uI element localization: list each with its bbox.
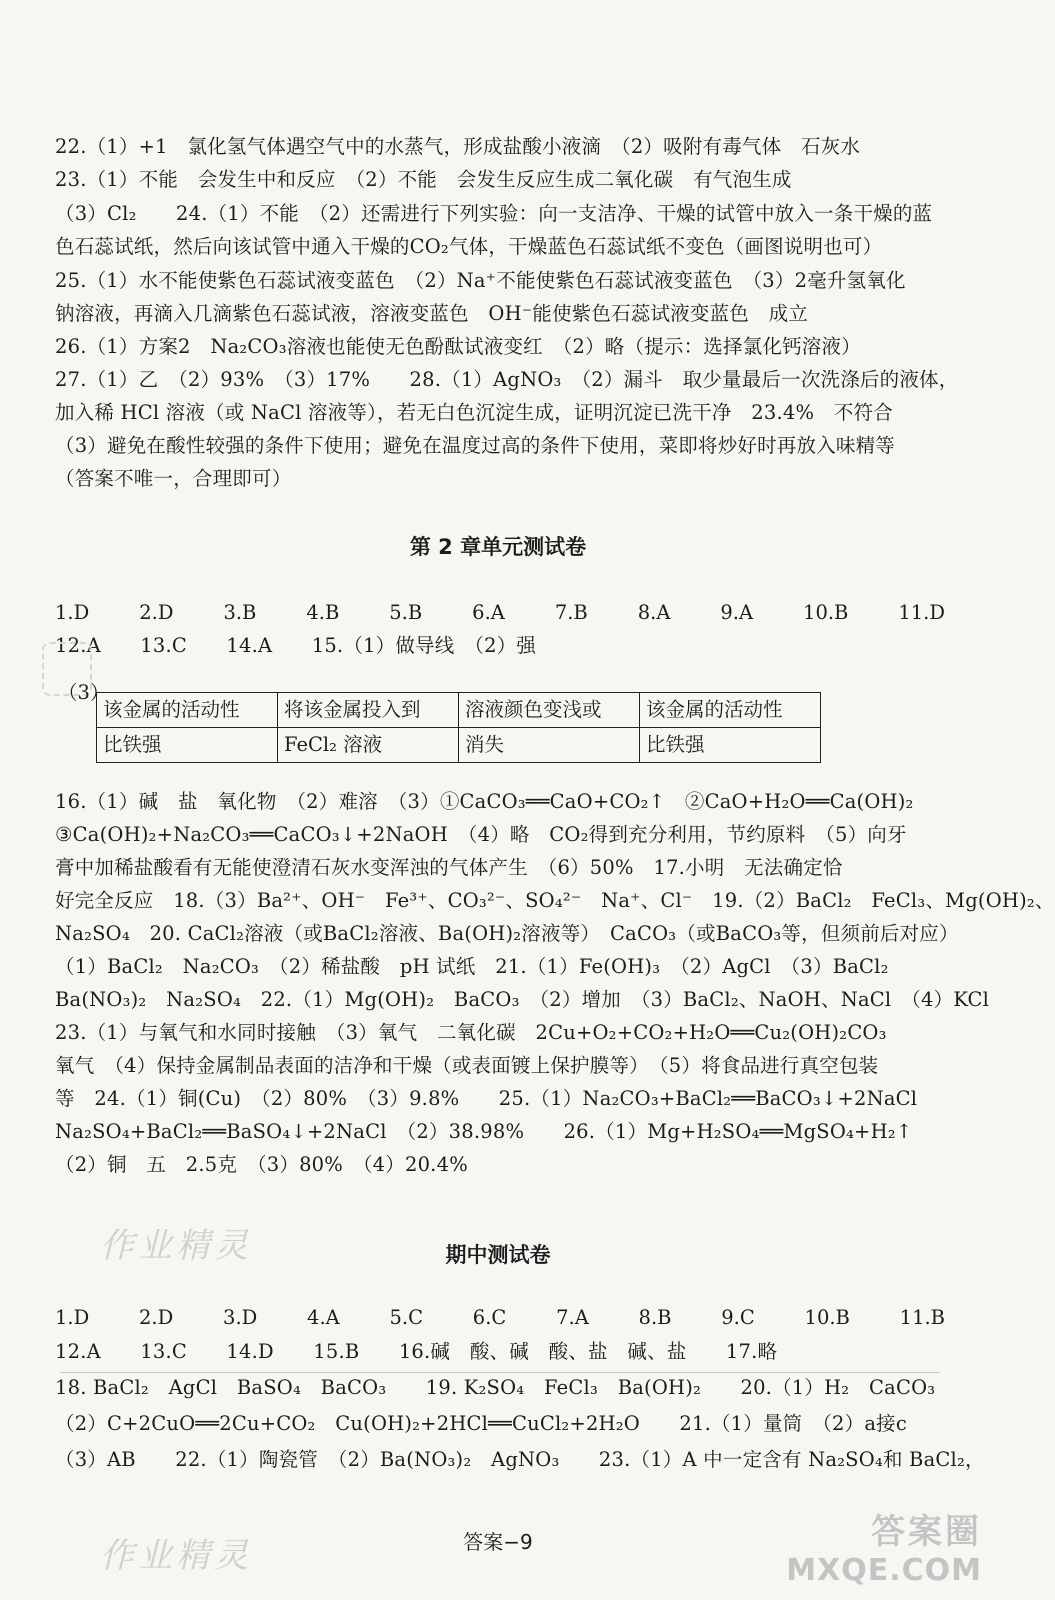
table-cell: 溶液颜色变浅或: [459, 693, 640, 728]
mc-answer: 7.B: [554, 601, 588, 624]
mc-answer: 9.A: [720, 601, 754, 624]
answer-line: 23.（1）不能 会发生中和反应 （2）不能 会发生反应生成二氧化碳 有气泡生成: [55, 168, 792, 191]
answer-line: 27.（1）乙 （2）93% （3）17% 28.（1）AgNO₃ （2）漏斗 取少量最后一次洗涤后的液体，: [55, 368, 959, 391]
answer-line: （3）Cl₂ 24.（1）不能 （2）还需进行下列实验：向一支洁净、干燥的试管中放入一条干燥的蓝: [55, 202, 933, 225]
answer-line: 加入稀 HCl 溶液（或 NaCl 溶液等），若无白色沉淀生成，证明沉淀已洗干净 23.4% 不符合: [55, 401, 893, 424]
answer-line: 25.（1）水不能使紫色石蕊试液变蓝色 （2）Na⁺不能使紫色石蕊试液变蓝色 （3）2毫升氢氧化: [55, 269, 906, 292]
section-title: 第 2 章单元测试卷: [409, 535, 587, 559]
answer-line: （答案不唯一，合理即可）: [55, 467, 292, 490]
table-row: [97, 728, 821, 763]
mc-answer: 2.D: [139, 1306, 174, 1329]
table-cell: 比铁强: [640, 728, 821, 763]
mc-answer: 8.A: [637, 601, 671, 624]
site-watermark: [786, 1504, 982, 1588]
section-title: 期中测试卷: [445, 1243, 551, 1267]
answer-line: （1）BaCl₂ Na₂CO₃ （2）稀盐酸 pH 试纸 21.（1）Fe(OH)₃ （2）AgCl （3）BaCl₂: [55, 955, 889, 978]
mc-answer: 1.D: [55, 1306, 90, 1329]
answer-table: [96, 692, 821, 763]
answer-line: 色石蕊试纸，然后向该试管中通入干燥的CO₂气体，干燥蓝色石蕊试纸不变色（画图说明也可）: [55, 235, 883, 258]
table-cell: FeCl₂ 溶液: [278, 728, 459, 763]
answer-line: 等 24.（1）铜(Cu) （2）80% （3）9.8% 25.（1）Na₂CO₃+BaCl₂══BaCO₃↓+2NaCl: [55, 1087, 918, 1110]
sub-question-label: （3）: [58, 681, 110, 704]
answer-line: 22.（1）+1 氯化氢气体遇空气中的水蒸气，形成盐酸小液滴 （2）吸附有毒气体 石灰水: [55, 135, 861, 158]
answer-line: （2）C+2CuO══2Cu+CO₂ Cu(OH)₂+2HCl══CuCl₂+2H₂O 21.（1）量筒 （2）a接c: [55, 1412, 907, 1435]
mc-answer-row: [55, 598, 945, 628]
watermark-stamp: 作业精灵: [100, 1536, 252, 1576]
answer-line: Na₂SO₄+BaCl₂══BaSO₄↓+2NaCl （2）38.98% 26.（1）Mg+H₂SO₄══MgSO₄+H₂↑: [55, 1120, 913, 1143]
answer-line: 好完全反应 18.（3）Ba²⁺、OH⁻ Fe³⁺、CO₃²⁻、SO₄²⁻ Na⁺、Cl⁻ 19.（2）BaCl₂ FeCl₃、Mg(OH)₂、: [55, 889, 1055, 912]
mc-answer: 10.B: [804, 1306, 850, 1329]
mc-answer: 5.B: [389, 601, 423, 624]
mc-answer: 6.C: [472, 1306, 507, 1329]
table-cell: 比铁强: [97, 728, 278, 763]
mc-answer-row: [55, 1303, 945, 1333]
mc-answer: 11.B: [899, 1306, 945, 1329]
mc-answer: 4.B: [306, 601, 340, 624]
mc-answer: 8.B: [638, 1306, 672, 1329]
mc-answer: 3.B: [223, 601, 257, 624]
mc-answer: 11.D: [898, 601, 945, 624]
table-cell: 将该金属投入到: [278, 693, 459, 728]
answer-line: 26.（1）方案2 Na₂CO₃溶液也能使无色酚酞试液变红 （2）略（提示：选择氯化钙溶液）: [55, 335, 861, 358]
answer-line: Na₂SO₄ 20. CaCl₂溶液（或BaCl₂溶液、Ba(OH)₂溶液等） CaCO₃（或BaCO₃等，但须前后对应）: [55, 922, 959, 945]
mc-answer: 7.A: [556, 1306, 589, 1329]
watermark-logo-text: 答案圈: [871, 1512, 982, 1552]
answer-line: 16.（1）碱 盐 氧化物 （2）难溶 （3）①CaCO₃══CaO+CO₂↑ ②CaO+H₂O══Ca(OH)₂: [55, 790, 914, 813]
answer-line: 23.（1）与氧气和水同时接触 （3）氧气 二氧化碳 2Cu+O₂+CO₂+H₂O══Cu₂(OH)₂CO₃: [55, 1021, 887, 1044]
table-cell: 该金属的活动性: [640, 693, 821, 728]
answer-line: （2）铜 五 2.5克 （3）80% （4）20.4%: [55, 1153, 468, 1176]
answer-line: 氧气 （4）保持金属制品表面的洁净和干燥（或表面镀上保护膜等） （5）将食品进行真空包装: [55, 1054, 879, 1077]
mc-answer: 3.D: [223, 1306, 258, 1329]
table-cell: 消失: [459, 728, 640, 763]
mc-answer: 1.D: [55, 601, 90, 624]
mc-answer: 5.C: [389, 1306, 424, 1329]
answer-line: 膏中加稀盐酸看有无能使澄清石灰水变浑浊的气体产生 （6）50% 17.小明 无法确定恰: [55, 856, 843, 879]
watermark-stamp: 作业精灵: [100, 1226, 252, 1266]
table-cell: 该金属的活动性: [97, 693, 278, 728]
answer-line: 12.A 13.C 14.D 15.B 16.碱 酸、碱 酸、盐 碱、盐 17.略: [55, 1340, 778, 1363]
page-number: 答案−9: [463, 1530, 533, 1554]
answer-line: Ba(NO₃)₂ Na₂SO₄ 22.（1）Mg(OH)₂ BaCO₃ （2）增加 （3）BaCl₂、NaOH、NaCl （4）KCl: [55, 988, 990, 1011]
answer-line: 钠溶液，再滴入几滴紫色石蕊试液，溶液变蓝色 OH⁻能使紫色石蕊试液变蓝色 成立: [55, 302, 809, 325]
mc-answer: 4.A: [307, 1306, 340, 1329]
table-row: [97, 693, 821, 728]
mc-answer: 10.B: [803, 601, 849, 624]
mc-answer: 6.A: [472, 601, 505, 624]
answer-line: （3）避免在酸性较强的条件下使用；避免在温度过高的条件下使用，菜即将炒好时再放入味精等: [55, 434, 896, 457]
answer-line: 12.A 13.C 14.A 15.（1）做导线 （2）强: [55, 634, 537, 657]
mc-answer: 9.C: [721, 1306, 755, 1329]
answer-line: （3）AB 22.（1）陶瓷管 （2）Ba(NO₃)₂ AgNO₃ 23.（1）A 中一定含有 Na₂SO₄和 BaCl₂，: [55, 1448, 985, 1471]
watermark-url: MXQE.COM: [786, 1553, 982, 1588]
answer-line: ③Ca(OH)₂+Na₂CO₃══CaCO₃↓+2NaOH （4）略 CO₂得到充分利用，节约原料 （5）向牙: [55, 823, 907, 846]
answer-line: 18. BaCl₂ AgCl BaSO₄ BaCO₃ 19. K₂SO₄ FeCl₃ Ba(OH)₂ 20.（1）H₂ CaCO₃: [55, 1376, 936, 1399]
mc-answer: 2.D: [139, 601, 174, 624]
